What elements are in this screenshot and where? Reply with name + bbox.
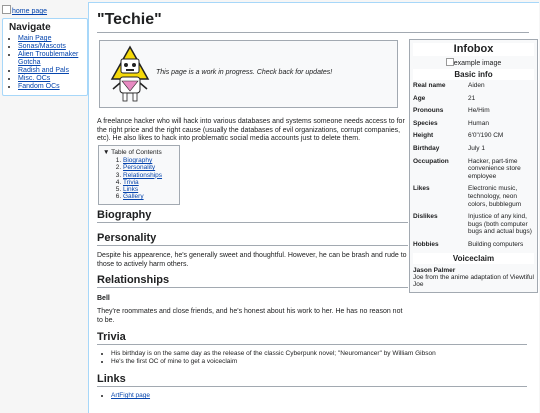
toc-item (123, 172, 175, 179)
infobox (409, 39, 538, 293)
wip-notice (99, 40, 398, 108)
infobox-key: Occupation (413, 157, 449, 165)
infobox-title: Infobox (413, 43, 534, 56)
infobox-value: 21 (468, 94, 476, 102)
page-title: "Techie" (97, 11, 162, 28)
table-of-contents (98, 145, 180, 205)
infobox-value: He/Him (468, 107, 490, 115)
nav-item (18, 43, 87, 51)
nav-item (18, 83, 87, 91)
infobox-image-alt: example image (453, 60, 502, 67)
infobox-value: Human (468, 119, 489, 127)
infobox-voiceclaim-header: Voiceclaim (413, 253, 534, 264)
construction-robot-icon (108, 45, 152, 103)
trivia-list (97, 350, 531, 365)
infobox-row-real-name (413, 80, 534, 93)
infobox-value: July 1 (468, 144, 485, 152)
infobox-key: Hobbies (413, 240, 439, 248)
toc-title-text: Table of Contents (111, 149, 162, 156)
toc-item (123, 179, 175, 186)
infobox-row-dislikes (413, 211, 534, 239)
artfight-page-link[interactable]: ArtFight page (111, 392, 151, 399)
broken-image-icon (446, 58, 454, 66)
infobox-key: Likes (413, 185, 430, 193)
nav-link-fandom-ocs[interactable]: Fandom OCs (18, 83, 60, 90)
nav-link-sonas-mascots[interactable]: Sonas/Mascots (18, 43, 66, 50)
infobox-row-hobbies (413, 239, 534, 252)
infobox-row-likes (413, 183, 534, 211)
intro-paragraph: A freelance hacker who will hack into various databases and systems someone needs access to for the right price and the right cause (usually the databases of evil organizations, corrupt companies, etc). He also likes to hack into problematic social media accounts just to delete them. (97, 118, 405, 142)
nav-list (3, 35, 87, 91)
toc-link-links[interactable]: Links (123, 186, 139, 194)
toc-item (123, 157, 175, 164)
nav-item (18, 75, 87, 83)
nav-link-alien-troublemaker-gotcha[interactable]: Alien Troublemaker Gotcha (18, 51, 79, 66)
toc-item (123, 164, 175, 171)
toc-link-biography[interactable]: Biography (123, 157, 153, 164)
nav-link-radish-and-pals[interactable]: Radish and Pals (18, 67, 69, 74)
infobox-image (413, 58, 534, 67)
navigation-box (2, 18, 88, 96)
title-divider (97, 32, 529, 33)
infobox-key: Dislikes (413, 213, 438, 221)
relationship-name: Bell (97, 295, 110, 302)
broken-image-icon (2, 5, 11, 14)
nav-item (18, 51, 87, 67)
voice-actor-role: Joe from the anime adaptation of Viewtiful Joe (413, 273, 534, 289)
heading-personality: Personality (97, 232, 408, 246)
logo-alt-text: home page (12, 8, 48, 15)
infobox-voiceclaim (413, 267, 534, 289)
infobox-row-height (413, 130, 534, 143)
nav-link-main-page[interactable]: Main Page (18, 35, 52, 42)
infobox-value: Electronic music, technology, neon colors, bubblegum (468, 185, 522, 208)
toc-link-personality[interactable]: Personality (123, 164, 156, 172)
toc-link-relationships[interactable]: Relationships (123, 171, 163, 179)
infobox-value: Aiden (468, 82, 485, 89)
heading-links: Links (97, 373, 527, 387)
main-content (88, 2, 539, 413)
notice-text: This page is a work in progress. Check back for updates! (156, 69, 333, 76)
infobox-row-species (413, 118, 534, 131)
toc-link-gallery[interactable]: Gallery (123, 193, 144, 201)
links-list (97, 392, 531, 400)
links-item (111, 392, 531, 400)
personality-text: Despite his appearence, he's generally sweet and thoughtful. However, he can be brash and rude to those to actively harm others. (97, 252, 407, 268)
toc-list (103, 157, 175, 201)
infobox-row-pronouns (413, 105, 534, 118)
home-page-logo-link[interactable] (2, 5, 47, 15)
infobox-row-age (413, 93, 534, 106)
nav-link-misc-ocs[interactable]: Misc. OCs (18, 75, 51, 82)
toc-item (123, 193, 175, 200)
infobox-key: Age (413, 94, 426, 102)
toc-item (123, 186, 175, 193)
infobox-key: Real name (413, 82, 446, 89)
infobox-row-occupation (413, 156, 534, 184)
infobox-value: 6'0"/190 CM (468, 132, 504, 140)
heading-biography: Biography (97, 209, 408, 223)
infobox-row-birthday (413, 143, 534, 156)
infobox-key: Pronouns (413, 107, 444, 115)
infobox-value: Injustice of any kind, bugs (both computer bugs and actual bugs) (468, 213, 532, 236)
relationship-text: They're roommates and close friends, and he's honest about his work to her. He has no reason not to be. (97, 308, 403, 324)
nav-item (18, 35, 87, 43)
heading-trivia: Trivia (97, 331, 527, 345)
infobox-key: Species (413, 119, 438, 127)
voice-actor-name: Jason Palmer (413, 266, 456, 274)
heading-relationships: Relationships (97, 274, 408, 288)
nav-item (18, 67, 87, 75)
infobox-key: Height (413, 132, 434, 140)
trivia-item: • His birthday is on the same day as the release of the classic Cyberpunk novel; "Neuromancer" by William Gibson (111, 350, 531, 358)
toc-title[interactable]: ▼ Table of Contents (103, 149, 162, 156)
nav-title: Navigate (9, 22, 51, 33)
infobox-value: Building computers (468, 240, 524, 248)
infobox-value: Hacker, part-time convenience store employee (468, 157, 521, 180)
toc-link-trivia[interactable]: Trivia (123, 178, 139, 186)
trivia-item: • He's the first OC of mine to get a voiceclaim (111, 358, 531, 366)
infobox-key: Birthday (413, 144, 440, 152)
infobox-basic-info-header: Basic info (413, 69, 534, 80)
